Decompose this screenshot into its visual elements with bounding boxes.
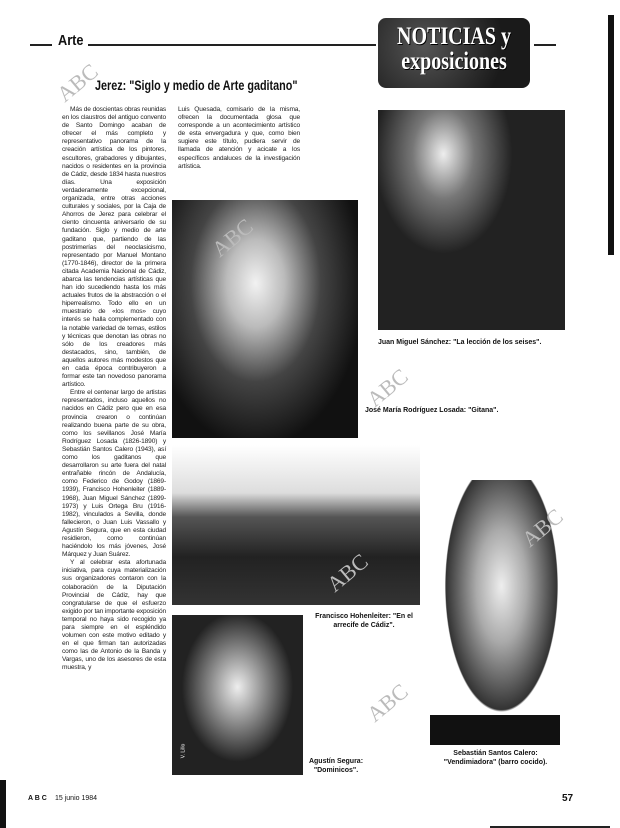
watermark: ABC <box>51 58 103 107</box>
article-column-1 <box>62 106 166 673</box>
caption-santos: Sebastián Santos Calero: "Vendimiadora" (barro cocido). <box>443 750 548 766</box>
watermark: ABC <box>206 213 258 262</box>
watermark: ABC <box>361 363 413 412</box>
footer-rule <box>490 826 610 828</box>
caption-hohenleiter: Francisco Hohenleiter: "En el arrecife de Cádiz". <box>315 613 413 629</box>
photo-gitana <box>172 200 358 438</box>
page-edge-bar <box>608 15 614 255</box>
paragraph: Y al celebrar esta afortunada iniciativa, para cuya materialización sus organizadores contaron con la colaboración de la Diputación Provincial de Cádiz, hay que congratularse de que el esfuerzo exigido por tan importante exposición temporal no haya sido recogido ya para siempre en el espléndido volumen con este motivo editado y en el que firman tan autorizadas como las de Antonio de la Banda y Vargas, uno de los asesores de esta muestra, y <box>62 559 166 672</box>
caption-losada: José María Rodríguez Losada: "Gitana". <box>365 407 499 414</box>
page-edge-bar-left <box>0 780 6 828</box>
logo-line-1: NOTICIAS y <box>397 23 511 50</box>
footer-publication: A B C <box>28 795 47 802</box>
caption-sanchez: Juan Miguel Sánchez: "La lección de los seises". <box>378 339 542 346</box>
article-title: Jerez: "Siglo y medio de Arte gaditano" <box>95 78 298 93</box>
paragraph: Luis Quesada, comisario de la misma, ofrecen la documentada glosa que corresponde a un acontecimiento artístico de esta envergadura y que, como bien sugiere este título, pudiera servir de llamada de atención y acicate a los específicos andaluces de la investigación artística. <box>178 106 300 170</box>
page-number: 57 <box>562 793 574 804</box>
paragraph: Entre el centenar largo de artistas representados, incluso aquellos no nacidos en Cádiz pero que en esa provincia crearon o continúan realizando buena parte de su obra, como los sevillanos José María Rodríguez Losada (1826-1890) y Sebastián Santos Calero (1943), así como los gaditanos que desarrollaron su arte fuera del natal entrañable rincón de Andalucía, como Federico de Godoy (1869-1939), Francisco Hohenleiter (1889-1968), Juan Miguel Sánchez (1899-1973) y Luis Ortega Bru (1916-1982), vinculados a Sevilla, donde fallecieron, o Juan Luis Vassallo y Agustín Segura, que en esta ciudad residieron, como continúan haciéndolo los más jóvenes, José Márquez y Juan Suárez. <box>62 389 166 559</box>
photo-dominicos <box>172 615 303 775</box>
watermark: ABC <box>321 548 373 597</box>
photo-arrecife-de-cadiz <box>172 445 420 605</box>
watermark: ABC <box>361 678 413 727</box>
header-rule-left <box>30 44 52 46</box>
header-rule <box>88 44 376 46</box>
section-label: Arte <box>58 32 84 49</box>
noticias-exposiciones-logo <box>378 18 530 88</box>
photo-vendimiadora-sculpture <box>430 480 560 745</box>
photo-leccion-de-los-seises <box>378 110 565 330</box>
footer-date: 15 junio 1984 <box>55 795 98 802</box>
caption-segura: Agustín Segura: "Dominicos". <box>308 758 364 774</box>
logo-line-2: exposiciones <box>401 48 507 75</box>
sculpture-base <box>430 715 560 745</box>
photo-credit: V. Lillo <box>180 743 187 759</box>
header-rule-right <box>534 44 556 46</box>
article-column-2 <box>178 106 300 171</box>
watermark: ABC <box>516 503 568 552</box>
paragraph: Más de doscientas obras reunidas en los claustros del antiguo convento de Santo Domingo acaban de ofrecer el más completo y representativo panorama de la creación artística de los pintores, escultores, grabadores y dibujantes, nacidos o residentes en la provincia de Cádiz, desde 1834 hasta nuestros días. Una exposición verdaderamente excepcional, organizada, entre otras acciones culturales y sociales, por la Caja de Ahorros de Jerez para celebrar el ciento cincuenta aniversario de su fundación. Siglo y medio de arte gaditano que, partiendo de las postrimerías del neoclasicismo, representado por Manuel Montano (1770-1846), director de la primera citada Academia Nacional de Cádiz, abarca las tendencias artísticas que han ido sucediendo hasta los más actuales frutos de la abstracción o el hiperrealismo. Todo ello en un muestrario de «los mos» cuyo interés se halla complementado con la notable variedad de temas, estilos y técnicas que denotan las obras no sólo de los creadores más destacados, sino, también, de aquellos autores más modestos que en cada época contribuyeron a formar este tan novedoso panorama artístico. <box>62 106 166 389</box>
